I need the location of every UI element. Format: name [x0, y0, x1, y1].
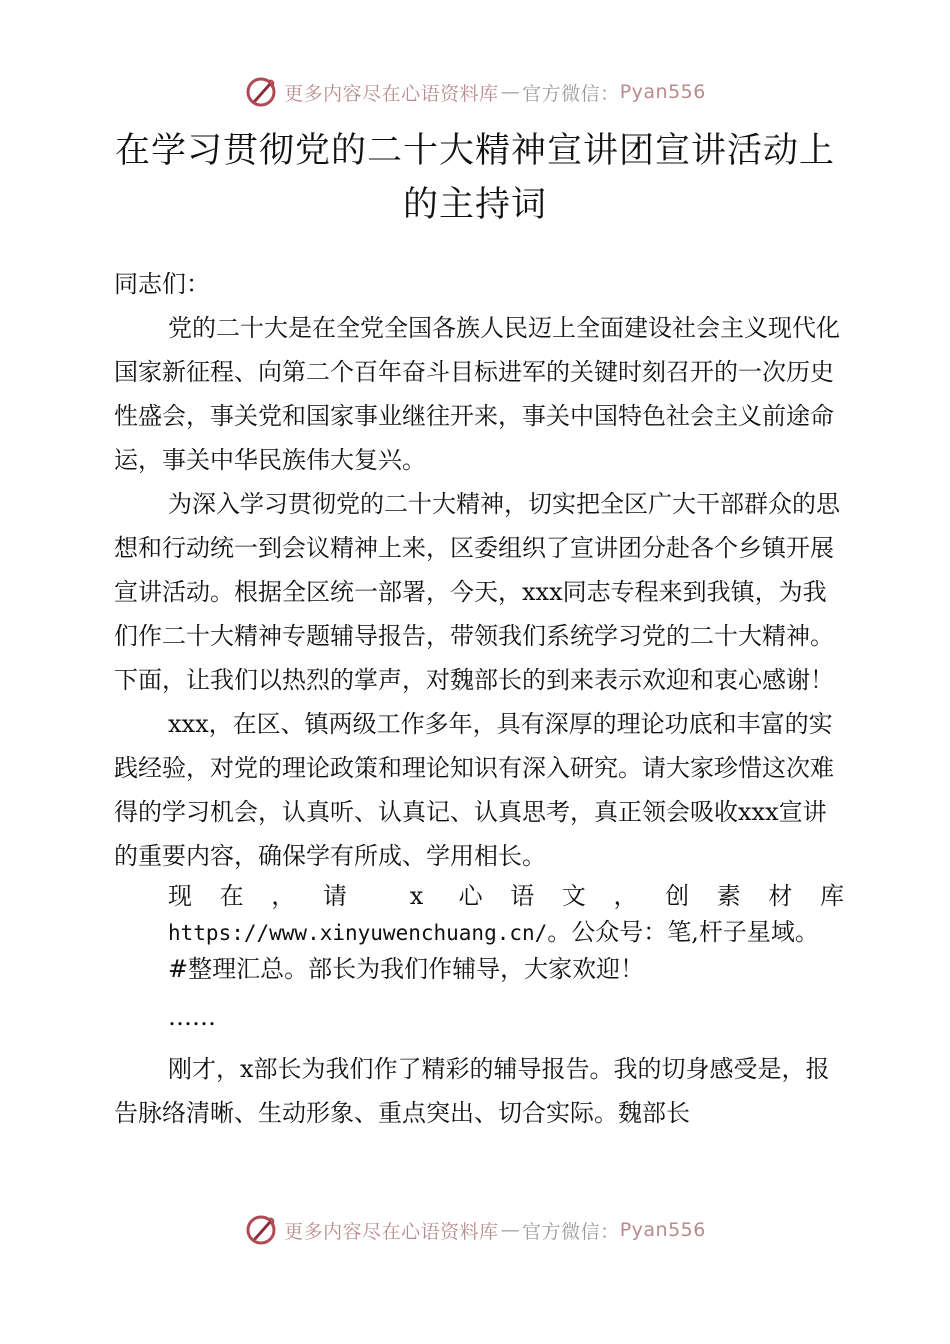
paragraph-4-line-3: #整理汇总。部长为我们作辅导，大家欢迎！: [168, 955, 645, 983]
document-body: [114, 262, 844, 1135]
watermark-main-text: 更多内容尽在心语资料库: [284, 82, 499, 105]
quill-seal-icon: [244, 75, 278, 109]
ellipsis: ……: [168, 1003, 216, 1031]
watermark-main-text: 更多内容尽在心语资料库: [284, 1220, 499, 1243]
watermark-sub-text: 官方微信：: [522, 1220, 620, 1243]
paragraph-3: xxx，在区、镇两级工作多年，具有深厚的理论功底和丰富的实践经验，对党的理论政策和理论知识有深入研究。请大家珍惜这次难得的学习机会，认真听、认真记、认真思考，真正领会吸收xxx宣讲的重要内容，确保学有所成、学用相长。: [114, 710, 834, 870]
quill-seal-icon: [244, 1213, 278, 1247]
title-line-2: 的主持词: [402, 185, 547, 225]
watermark-wechat-id: Pyan556: [619, 1219, 706, 1241]
watermark-banner-top: [0, 70, 950, 114]
watermark-sub-text: 官方微信：: [522, 82, 620, 105]
watermark-dash: —: [500, 1219, 521, 1241]
paragraph-5: 刚才，x部长为我们作了精彩的辅导报告。我的切身感受是，报告脉络清晰、生动形象、重点突出、切合实际。魏部长: [114, 1055, 830, 1127]
paragraph-4-line-1: 现在，请 x 心语文，创素材库: [168, 882, 844, 910]
paragraph-4-line-2-rest: 。公众号：笔,杆子星域。: [547, 918, 819, 946]
source-url: https://www.xinyuwenchuang.cn/: [168, 921, 548, 945]
document-title: [0, 124, 950, 232]
paragraph-2: 为深入学习贯彻党的二十大精神，切实把全区广大干部群众的思想和行动统一到会议精神上来，区委组织了宣讲团分赴各个乡镇开展宣讲活动。根据全区统一部署，今天，xxx同志专程来到我镇，为我们作二十大精神专题辅导报告，带领我们系统学习党的二十大精神。下面，让我们以热烈的掌声，对魏部长的到来表示欢迎和衷心感谢！: [114, 490, 840, 694]
salutation: 同志们：: [114, 270, 210, 298]
paragraph-4-line-2: [168, 914, 844, 951]
title-line-1: 在学习贯彻党的二十大精神宣讲团宣讲活动上: [114, 131, 835, 171]
paragraph-1: 党的二十大是在全党全国各族人民迈上全面建设社会主义现代化国家新征程、向第二个百年奋斗目标进军的关键时刻召开的一次历史性盛会，事关党和国家事业继往开来，事关中国特色社会主义前途命运，事关中华民族伟大复兴。: [114, 314, 840, 474]
watermark-banner-bottom: [0, 1208, 950, 1252]
watermark-wechat-id: Pyan556: [619, 81, 706, 103]
watermark-dash: —: [500, 81, 521, 103]
